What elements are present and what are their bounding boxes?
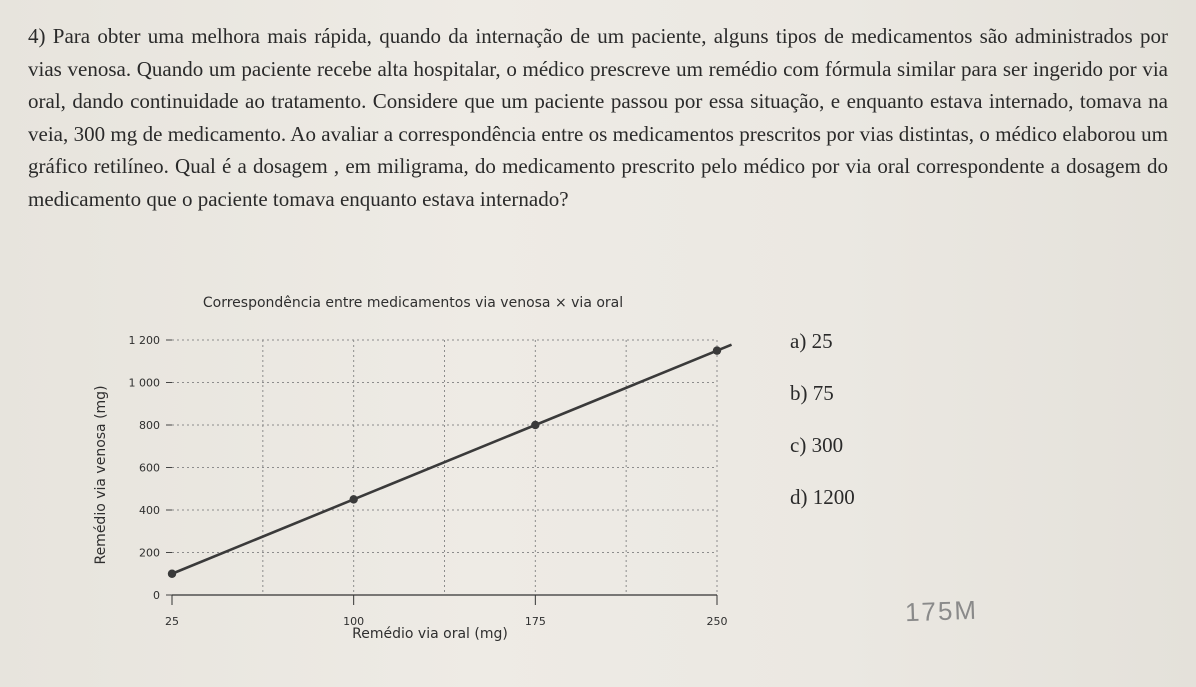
x-tick-label: 25 xyxy=(165,615,179,628)
y-tick-label: 800 xyxy=(139,419,160,432)
data-point xyxy=(713,346,721,354)
chart xyxy=(80,290,760,650)
x-tick-label: 250 xyxy=(706,615,728,628)
x-tick-label: 100 xyxy=(343,615,365,628)
question-text: 4) Para obter uma melhora mais rápida, quando da internação de um paciente, alguns tipos de medicamentos são administrados por vias venosa. Quando um paciente recebe alta hospitalar, o médico prescreve um remédio com fórmula similar para ser ingerido por via oral, dando continuidade ao tratamento. Considere que um paciente passou por essa situação, e enquanto estava internado, tomava na veia, 300 mg de medicamento. Ao avaliar a correspondência entre os medicamentos prescritos por vias distintas, o médico elaborou um gráfico retilíneo. Qual é a dosagem , em miligrama, do medicamento prescrito pelo médico por via oral correspondente a dosagem do medicamento que o paciente tomava enquanto estava internado? xyxy=(28,24,1168,211)
y-tick-label: 600 xyxy=(139,461,160,475)
y-tick-label: 1 200 xyxy=(128,334,160,347)
y-axis-label: Remédio via venosa (mg) xyxy=(93,385,109,565)
x-tick-label: 175 xyxy=(524,615,546,628)
option-b[interactable]: b) 75 xyxy=(790,381,834,405)
y-tick-label: 0 xyxy=(153,589,160,602)
option-a[interactable]: a) 25 xyxy=(790,329,833,353)
y-tick-label: 1 000 xyxy=(128,376,160,390)
data-point xyxy=(168,570,176,578)
handwritten-note: 175M xyxy=(904,594,979,628)
data-point xyxy=(349,495,357,503)
option-d[interactable]: d) 1200 xyxy=(790,485,855,509)
y-tick-label: 400 xyxy=(139,504,160,517)
answer-options xyxy=(790,323,855,531)
y-tick-label: 200 xyxy=(139,546,160,560)
series-line xyxy=(172,345,732,574)
chart-title: Correspondência entre medicamentos via venosa × via oral xyxy=(202,295,624,311)
chart-svg xyxy=(80,290,760,650)
x-axis-label: Remédio via oral (mg) xyxy=(352,626,508,642)
option-c[interactable]: c) 300 xyxy=(790,433,844,457)
data-point xyxy=(531,421,539,429)
